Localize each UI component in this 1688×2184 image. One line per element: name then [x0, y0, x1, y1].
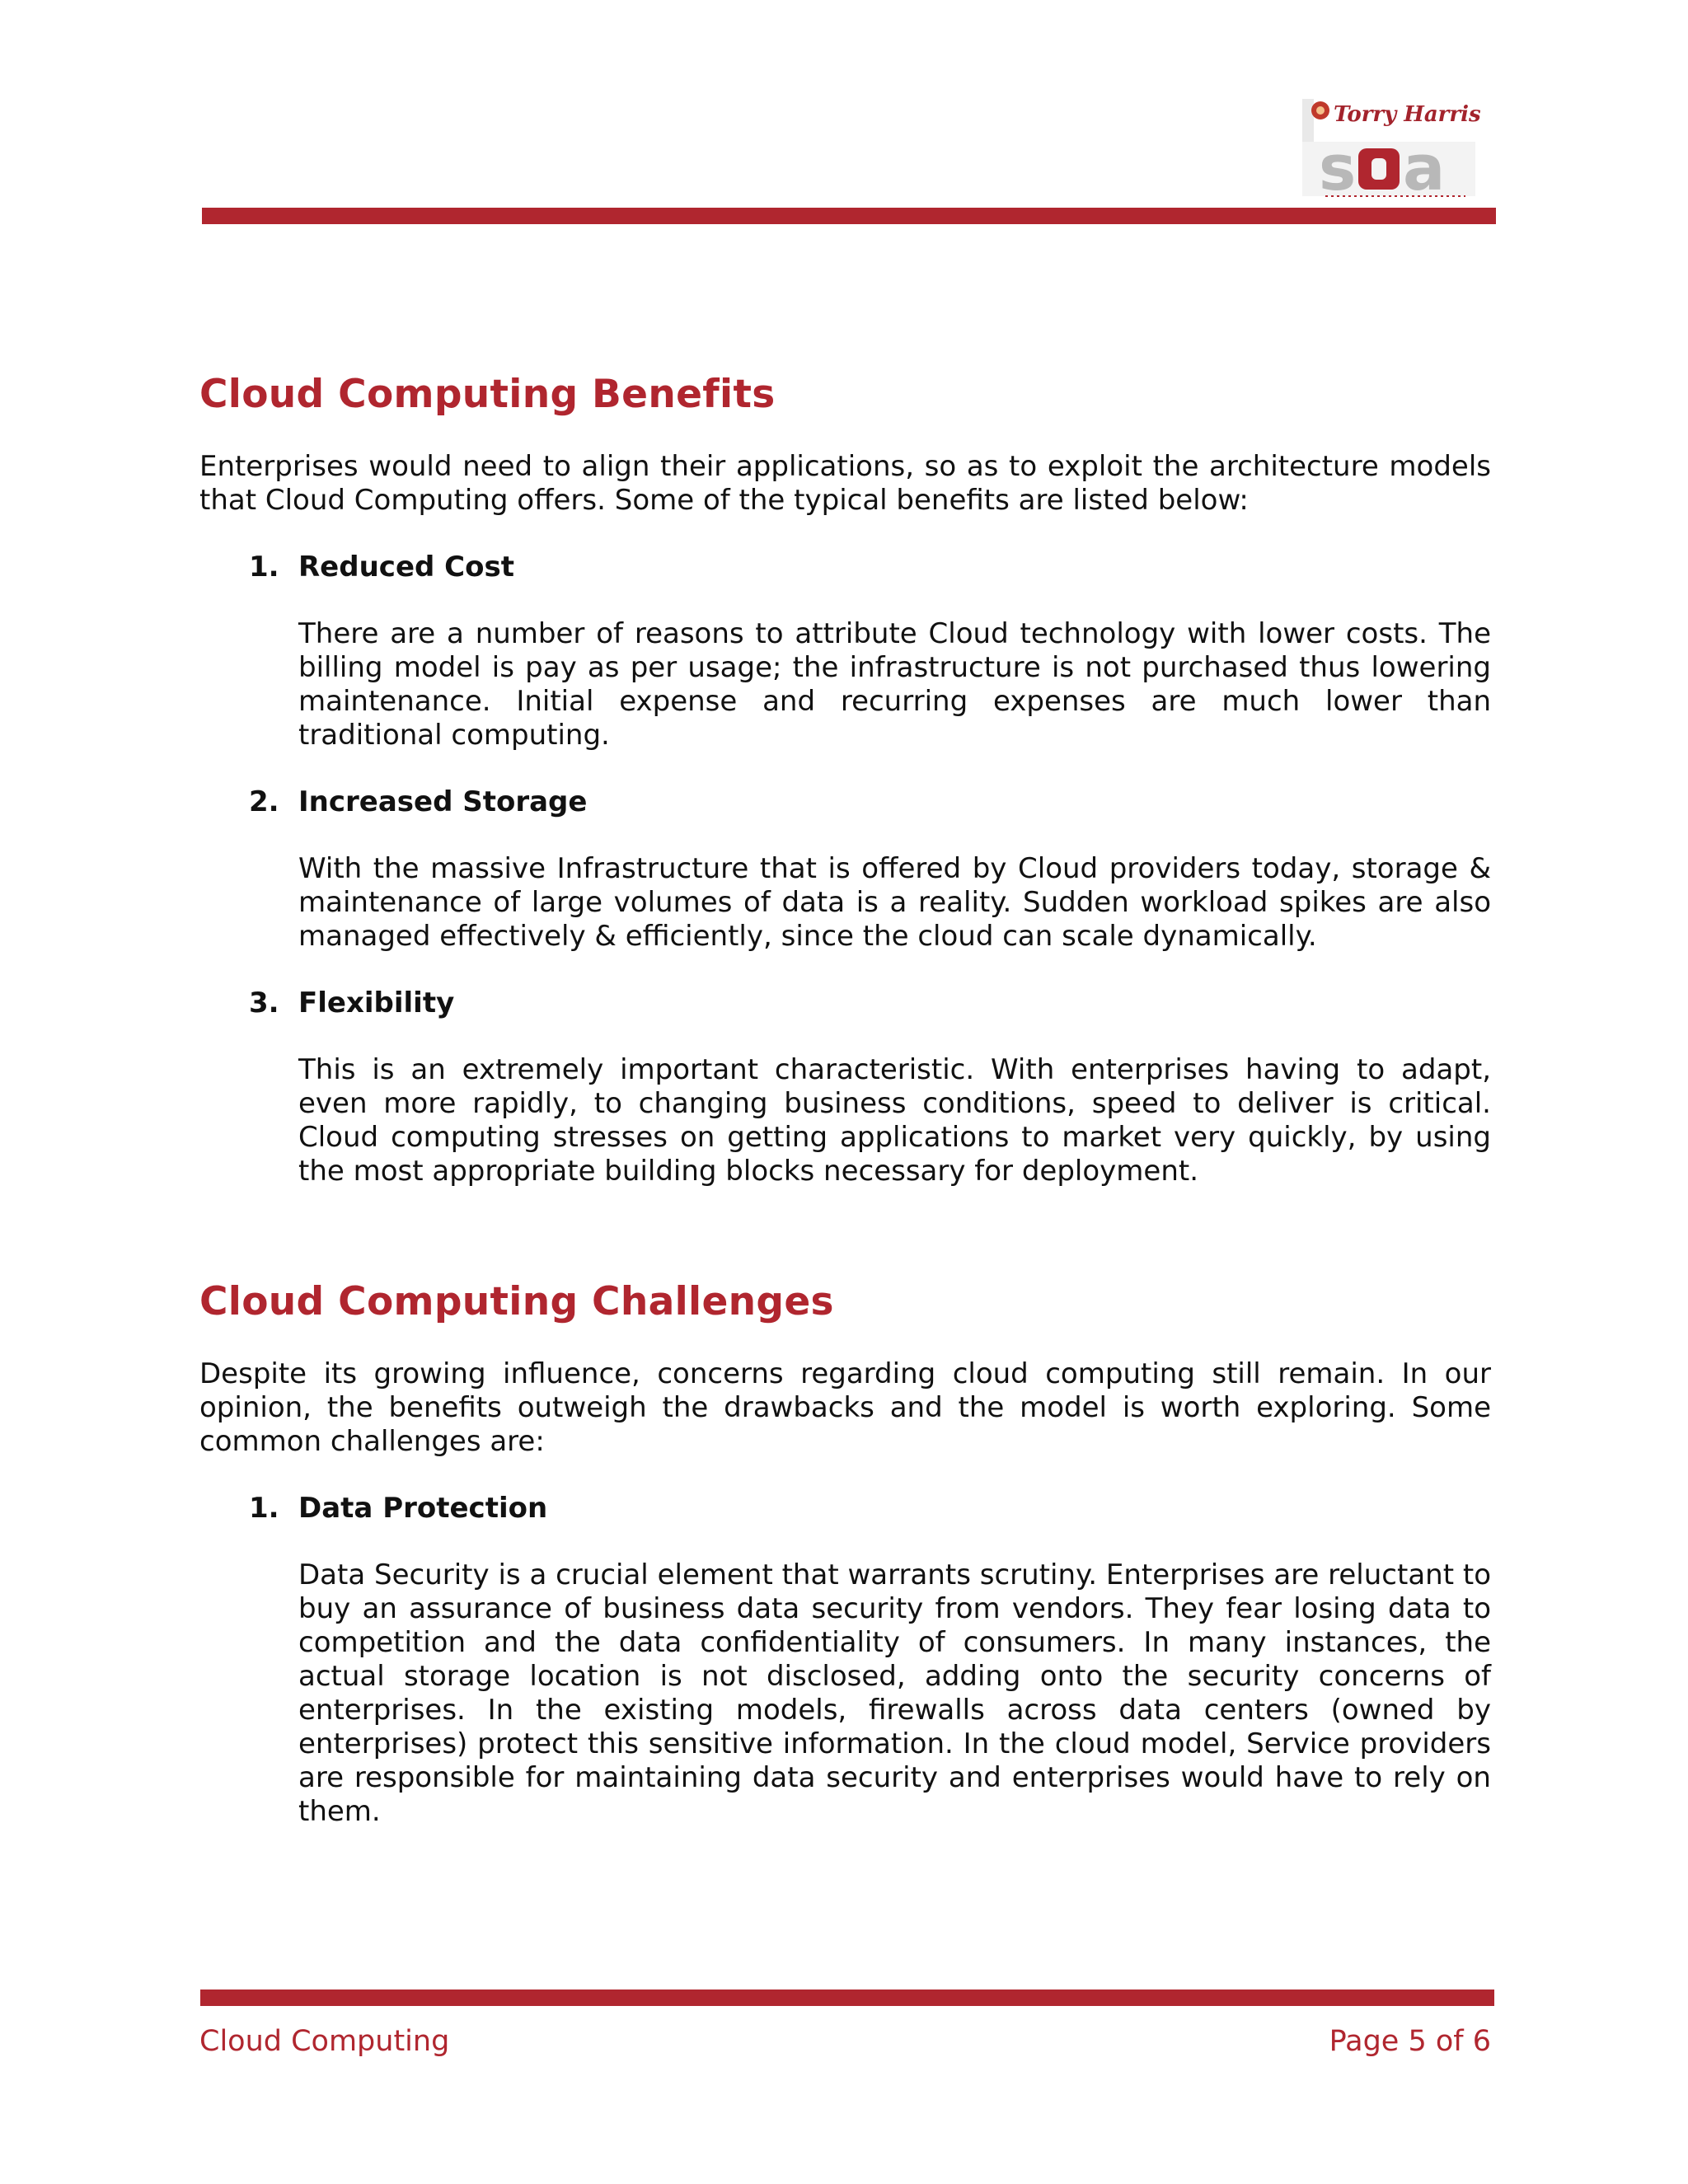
footer-document-title: Cloud Computing: [199, 2025, 450, 2058]
item-heading: Flexibility: [298, 987, 455, 1019]
svg-text:a: a: [1403, 131, 1446, 199]
item-number: 1.: [249, 1492, 279, 1525]
section-intro-benefits: Enterprises would need to align their applications, so as to exploit the architecture models that Cloud Computing offers. Some of the typical benefits are listed below:: [199, 450, 1491, 517]
header-rule: [202, 208, 1496, 224]
item-number: 2.: [249, 785, 279, 818]
page-footer: [199, 2024, 1491, 2059]
item-body: Data Security is a crucial element that warrants scrutiny. Enterprises are reluctant to buy an assurance of business data security from vendors. They fear losing data to competition and the data confidentiality of consumers. In many instances, the actual storage location is not disclosed, adding onto the security concerns of enterprises. In the existing models, firewalls across data centers (owned by enterprises) protect this sensitive information. In the cloud model, Service providers are responsible for maintaining data security and enterprises would have to rely on them.: [298, 1558, 1491, 1828]
list-item: [199, 1492, 1491, 1829]
section-title-challenges: Cloud Computing Challenges: [199, 1279, 834, 1324]
section-title-benefits: Cloud Computing Benefits: [199, 372, 776, 417]
footer-page-number: Page 5 of 6: [1329, 2025, 1491, 2058]
item-heading: Increased Storage: [298, 785, 588, 818]
footer-rule: [200, 1990, 1494, 2006]
item-number: 1.: [249, 551, 279, 583]
list-item: [199, 551, 1491, 752]
challenges-list: [199, 1492, 1491, 1829]
item-heading: Data Protection: [298, 1492, 548, 1525]
item-body: There are a number of reasons to attribute Cloud technology with lower costs. The billing model is pay as per usage; the infrastructure is not purchased thus lowering maintenance. Initial expense and recurring expenses are much lower than traditional computing.: [298, 617, 1491, 752]
list-item: [199, 785, 1491, 954]
item-number: 3.: [249, 987, 279, 1019]
section-intro-challenges: Despite its growing influence, concerns regarding cloud computing still remain. In our opinion, the benefits outweigh the drawbacks and the model is worth exploring. Some common challenges are:: [199, 1357, 1491, 1458]
company-logo: [1301, 92, 1490, 199]
page-body: [199, 371, 1491, 1829]
svg-text:s: s: [1319, 131, 1353, 199]
svg-text:Torry Harris: Torry Harris: [1334, 102, 1481, 127]
item-heading: Reduced Cost: [298, 551, 514, 583]
list-item: [199, 987, 1491, 1188]
item-body: With the massive Infrastructure that is offered by Cloud providers today, storage & maintenance of large volumes of data is a reality. Sudden workload spikes are also managed effectively & efficiently, since the cloud can scale dynamically.: [298, 852, 1491, 953]
item-body: This is an extremely important characteristic. With enterprises having to adapt, even more rapidly, to changing business conditions, speed to deliver is critical. Cloud computing stresses on getting applications to market very quickly, by using the most appropriate building blocks necessary for deployment.: [298, 1053, 1491, 1188]
benefits-list: [199, 551, 1491, 1188]
